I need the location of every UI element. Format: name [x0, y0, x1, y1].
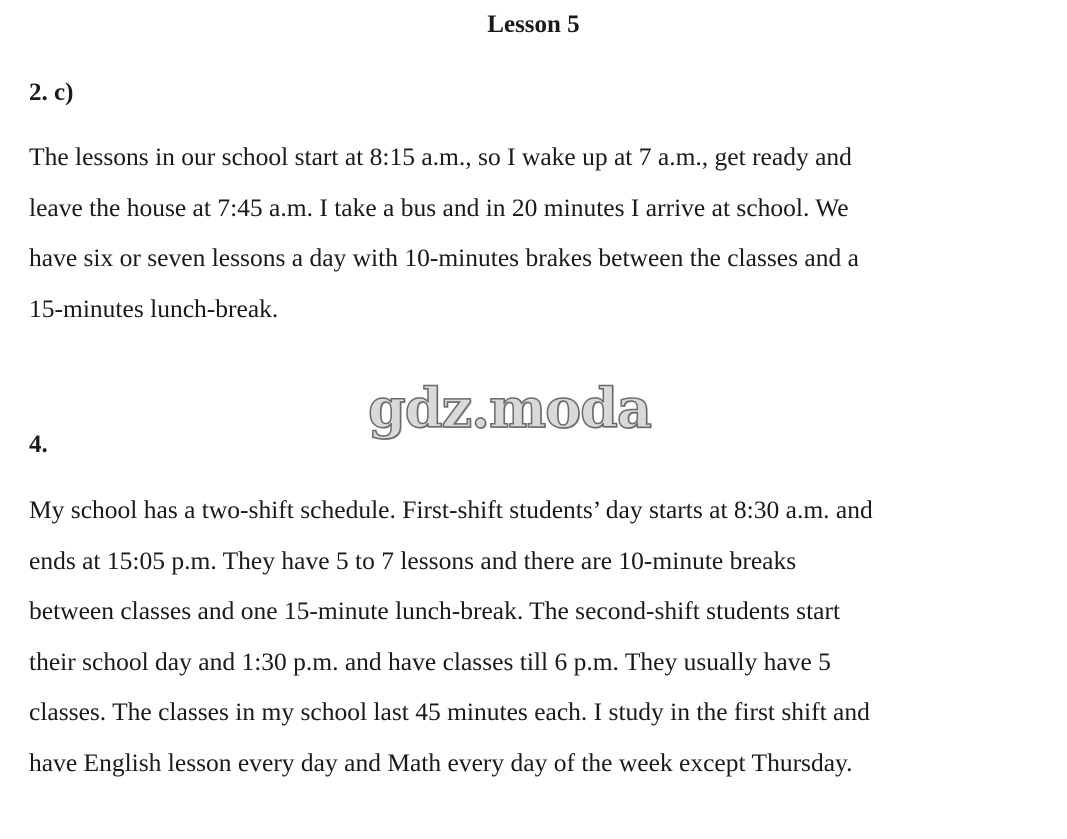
paragraph-line: between classes and one 15-minute lunch-break. The second-shift students start: [29, 596, 841, 625]
paragraph-4: [29, 485, 1039, 788]
paragraph-line: The lessons in our school start at 8:15 a.m., so I wake up at 7 a.m., get ready and: [29, 142, 852, 171]
page-title: Lesson 5: [487, 11, 580, 38]
paragraph-2c: [29, 132, 1039, 334]
paragraph-line: My school has a two-shift schedule. First-shift students’ day starts at 8:30 a.m. and: [29, 495, 873, 524]
paragraph-line: their school day and 1:30 p.m. and have classes till 6 p.m. They usually have 5: [29, 646, 831, 676]
paragraph-line: leave the house at 7:45 a.m. I take a bus and in 20 minutes I arrive at school. We: [29, 192, 849, 222]
paragraph-line: classes. The classes in my school last 45 minutes each. I study in the first shift and: [29, 697, 870, 726]
section-heading-2c: 2. c): [29, 79, 74, 106]
paragraph-line: 15-minutes lunch-break.: [29, 293, 279, 323]
watermark-logo: gdz.moda: [368, 376, 651, 440]
paragraph-line: have English lesson every day and Math every day of the week except Thursday.: [29, 747, 853, 777]
paragraph-line: have six or seven lessons a day with 10-minutes brakes between the classes and a: [29, 243, 859, 272]
section-heading-4: 4.: [29, 431, 48, 458]
paragraph-line: ends at 15:05 p.m. They have 5 to 7 lessons and there are 10-minute breaks: [29, 545, 797, 575]
